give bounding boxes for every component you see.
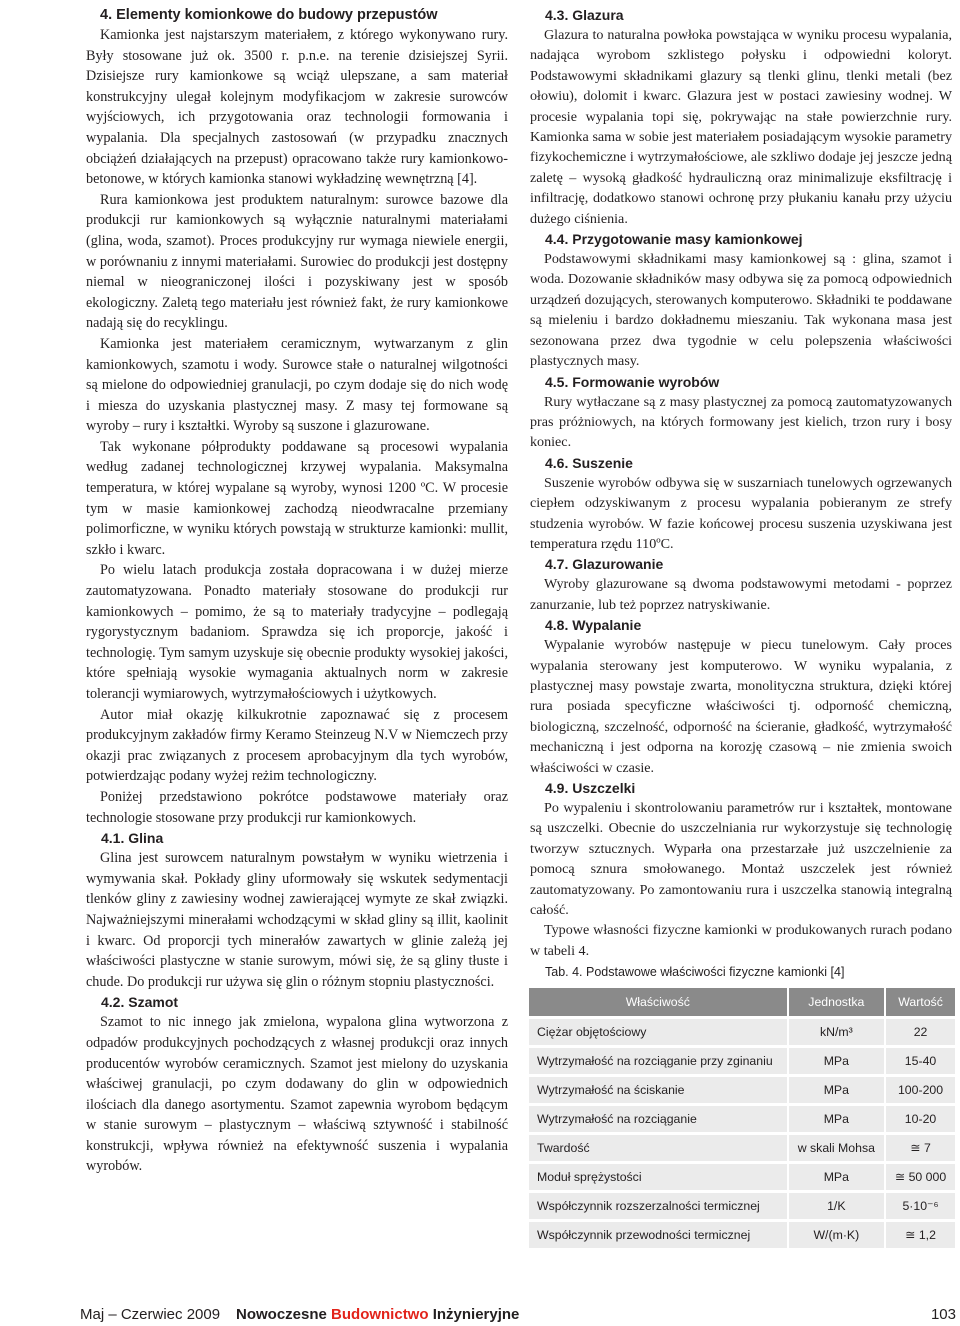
paragraph: Autor miał okazję kilkukrotnie zapoznawać się z procesem produkcyjnym zakładów firmy Keramo Steinzeug N.V w Niemczech przy okazji prac związanych z procesem aprobacyjnym dla tych wyrobów, potwierdzając podany wyżej reżim technologiczny. <box>86 706 508 785</box>
paragraph: Glina jest surowcem naturalnym powstałym w wyniku wietrzenia i wymywania skał. Pokłady gliny uformowały się wskutek sedymentacji tlenków gliny z zawiesiny wodnej zawierającej wymyte ze skał związki. Najważniejszymi minerałami wchodzącymi w skład gliny są illit, kaolinit i kwarc. Od proporcji tych minerałów zawartych w glinie zależą jej właściwości plastyczne w stanie surowym, mówi się, że są gliny tłuste i chude. Do produkcji rur używa się glin o różnym stopniu plastyczności. <box>86 850 508 990</box>
table-row <box>529 1077 955 1103</box>
subsection-heading: 4.3. Glazura <box>545 7 624 23</box>
paragraph: Kamionka jest materiałem ceramicznym, wytwarzanym z glin kamionkowych, szamotu i wody. Surowce stałe o naturalnej wilgotności są mielone do odpowiedniej granulacji, po czym dodaje się do nich wodę i miesza do uzyskania plastycznej masy. Z masy tej formowane są wyroby – rury i kształtki. Wyroby są suszone i glazurowane. <box>86 335 508 435</box>
table-row <box>529 1193 955 1219</box>
subsection-heading: 4.7. Glazurowanie <box>545 556 664 573</box>
issue-date: Maj – Czerwiec 2009 <box>80 1306 221 1323</box>
table-row <box>529 1164 955 1190</box>
journal-title <box>236 1306 519 1323</box>
paragraph: Rury wytłaczane są z masy plastycznej za pomocą zautomatyzowanych pras próżniowych, na których formowany jest kielich, trzon rury i bosy koniec. <box>530 393 952 451</box>
paragraph: Poniżej przedstawiono pokrótce podstawowe materiały oraz technologie stosowane przy produkcji rur kamionkowych. <box>86 788 508 826</box>
unit-cell: kN/m³ <box>789 1019 886 1045</box>
paragraph: Glazura to naturalna powłoka powstająca w wyniku procesu wypalania, nadająca wyrobom szklistego połysku i odpowiedni koloryt. Podstawowymi składnikami glazury są tlenki glinu, tlenki metali (bez ołowiu), dolomit i kwarc. Glazura jest w postaci zawiesiny wodnej. W procesie wypalania topi się, pokrywając na stałe powierzchnie rury. Kamionka sama w sobie jest materiałem posiadającym wysokie parametry fizykochemiczne i wytrzymałościowe, ale szkliwo dodaje jej jeszcze jedną zaletę – wysoką gładkość hydrauliczną oraz minimalizuje eksfiltrację i infiltrację, dodatkowo stanowi ochronę przy płukaniu kanału przy użyciu dużego ciśnienia. <box>530 27 952 227</box>
table-row <box>529 1106 955 1132</box>
unit-cell: MPa <box>789 1106 886 1132</box>
journal-title-part: Nowoczesne <box>236 1306 332 1323</box>
paragraph: Typowe własności fizyczne kamionki w produkowanych rurach podano w tabeli 4. <box>530 922 952 959</box>
subsection-heading: 4.2. Szamot <box>101 994 179 1011</box>
paragraph: Tak wykonane półprodukty poddawane są procesowi wypalania według zadanej technologicznej krzywej wypalania. Maksymalna temperatura, w której wypalane są wyroby, wynosi 1200 ºC. W procesie tym w masie kamionkowej zachodzą nieodwracalne przemiany polimorficzne, w wyniku których powstają w strukturze kamionki: mullit, szkło i kwarc. <box>86 438 508 558</box>
right-column <box>530 0 952 1251</box>
property-cell: Ciężar objętościowy <box>529 1019 789 1045</box>
property-cell: Moduł sprężystości <box>529 1164 789 1190</box>
value-cell: 10-20 <box>886 1106 955 1132</box>
paragraph: Wyroby glazurowane są dwoma podstawowymi metodami - poprzez zanurzanie, lub też poprzez natryskiwanie. <box>530 576 952 613</box>
journal-title-part: Inżynieryjne <box>428 1306 520 1323</box>
unit-cell: W/(m·K) <box>789 1222 886 1248</box>
table-header-row <box>529 988 955 1016</box>
value-cell: 22 <box>886 1019 955 1045</box>
property-cell: Wytrzymałość na rozciąganie przy zginaniu <box>529 1048 789 1074</box>
property-cell: Twardość <box>529 1135 789 1161</box>
column-header: Właściwość <box>529 988 789 1016</box>
subsection-heading: 4.6. Suszenie <box>545 454 633 471</box>
property-cell: Wytrzymałość na rozciąganie <box>529 1106 789 1132</box>
unit-cell: MPa <box>789 1077 886 1103</box>
unit-cell: 1/K <box>789 1193 886 1219</box>
value-cell: ≅ 50 000 <box>886 1164 955 1190</box>
paragraph: Szamot to nic innego jak zmielona, wypalona glina wytworzona z odpadów produkcyjnych pochodzących z własnej produkcji oraz innych producentów wyrobów ceramicznych. Szamot jest mielony do uzyskania właściwej granulacji, po czym dodawany do glin w odpowiednich ilościach dla danego asortymentu. Szamot zapewnia wyrobom będącym w stanie surowym – plastycznym – właściwą sztywność i stabilność konstrukcji, wpływa również na efektywność suszenia i wypalania wyrobów. <box>86 1014 508 1175</box>
subsection-heading: 4.5. Formowanie wyrobów <box>545 373 720 390</box>
properties-table <box>529 985 955 1251</box>
section-heading: 4. Elementy komionkowe do budowy przepustów <box>100 7 438 23</box>
paragraph: Kamionka jest najstarszym materiałem, z którego wykonywano rury. Były stosowane już ok. 3500 r. p.n.e. na terenie dzisiejszej Syrii. Dzisiejsze rury kamionkowe są wciąż ulepszane, a sam materiał konstrukcyjny ulegał kolejnym modyfikacjom w zakresie surowców wyjściowych, ich przygotowania oraz technologii formowania i wypalania. Dla specjalnych zastosowań (w przypadku znacznych obciążeń działających na przepust) opracowano także rury kamionkowo-betonowe, w których kamionka stanowi wykładzinę wewnętrzną [4]. <box>86 27 508 188</box>
value-cell: 100-200 <box>886 1077 955 1103</box>
column-header: Jednostka <box>789 988 886 1016</box>
table-row <box>529 1048 955 1074</box>
unit-cell: MPa <box>789 1048 886 1074</box>
table-row <box>529 1019 955 1045</box>
page-number: 103 <box>930 1306 956 1323</box>
property-cell: Współczynnik rozszerzalności termicznej <box>529 1193 789 1219</box>
column-header: Wartość <box>886 988 955 1016</box>
subsection-heading: 4.1. Glina <box>101 830 164 847</box>
subsection-heading: 4.4. Przygotowanie masy kamionkowej <box>545 231 803 248</box>
left-column <box>86 0 508 1177</box>
unit-cell: MPa <box>789 1164 886 1190</box>
page-footer <box>0 1306 960 1326</box>
subsection-heading: 4.8. Wypalanie <box>545 617 642 634</box>
paragraph: Suszenie wyrobów odbywa się w suszarniach tunelowych ogrzewanych ciepłem odzyskiwanym z procesu wypalania pobieranym ze strefy studzenia wyrobów. W fazie końcowej procesu suszenia uzyskiwana jest temperatura rzędu 110ºC. <box>530 474 952 552</box>
paragraph: Rura kamionkowa jest produktem naturalnym: surowce bazowe dla produkcji rur kamionkowych są wyłącznie naturalnymi materiałami (glina, woda, szamot). Proces produkcyjny rur wymaga niewiele energii, w porównaniu z innymi materiałami. Surowiec do produkcji jest dostępny niemal w nieograniczonej ilości i pozyskiwany jest w sposób ekologiczny. Zaletą tego materiału jest również fakt, że rury kamionkowe nadają się do recyklingu. <box>86 191 508 332</box>
paragraph: Po wypaleniu i skontrolowaniu parametrów rur i kształtek, montowane są uszczelki. Obecnie do uszczelniania rur wykorzystuje się technologię tworzyw sztucznych. Wyparła ona przestarzałe już uszczelnienie za pomocą sznura smołowanego. Montaż uszczelek jest również zautomatyzowany. Po zamontowaniu rura i uszczelka stanowią integralną całość. <box>530 800 952 919</box>
paragraph: Podstawowymi składnikami masy kamionkowej są : glina, szamot i woda. Dozowanie składników masy odbywa się za pomocą odpowiednich urządzeń dozujących, sterowanych komputerowo. Składniki te poddawane są mieleniu i bardzo dokładnemu mieszaniu. Tak wykonana masa jest sezonowana przez dwa tygodnie w celu polepszenia właściwości plastycznych masy. <box>530 251 952 370</box>
property-cell: Współczynnik przewodności termicznej <box>529 1222 789 1248</box>
table-row <box>529 1222 955 1248</box>
value-cell: 5·10⁻⁶ <box>886 1193 955 1219</box>
value-cell: 15-40 <box>886 1048 955 1074</box>
journal-title-accent: Budownictwo <box>331 1306 429 1323</box>
paragraph: Po wielu latach produkcja została dopracowana i w dużej mierze zautomatyzowana. Ponadto materiały stosowane do produkcji rur kamionkowych – pomimo, że są to materiały tradycyjne – podlegają rygorystycznym badaniom. Sprawdza się ich proporcje, jakość i technologię. Tym samym uzyskuje się obecnie produkty wysokiej jakości, które spełniają wysokie wymagania aktualnych norm w zakresie tolerancji wymiarowych, wytrzymałościowych i użytkowych. <box>86 562 508 702</box>
value-cell: ≅ 1,2 <box>886 1222 955 1248</box>
unit-cell: w skali Mohsa <box>789 1135 886 1161</box>
property-cell: Wytrzymałość na ściskanie <box>529 1077 789 1103</box>
subsection-heading: 4.9. Uszczelki <box>545 780 636 796</box>
value-cell: ≅ 7 <box>886 1135 955 1161</box>
table-caption: Tab. 4. Podstawowe właściwości fizyczne kamionki [4] <box>545 965 845 980</box>
table-row <box>529 1135 955 1161</box>
paragraph: Wypalanie wyrobów następuje w piecu tunelowym. Cały proces wypalania sterowany jest komputerowo. W wyniku wypalania, z plastycznej masy powstaje zwarta, monolityczna struktura, dzięki której rura posiada specyficzne właściwości tj. odporność chemiczną, biologiczną, szczelność, odporność na ścieranie, gładkość, wytrzymałość mechaniczną i jest odporna na korozję czasową – nie zmienia swoich właściwości w czasie. <box>530 637 952 776</box>
